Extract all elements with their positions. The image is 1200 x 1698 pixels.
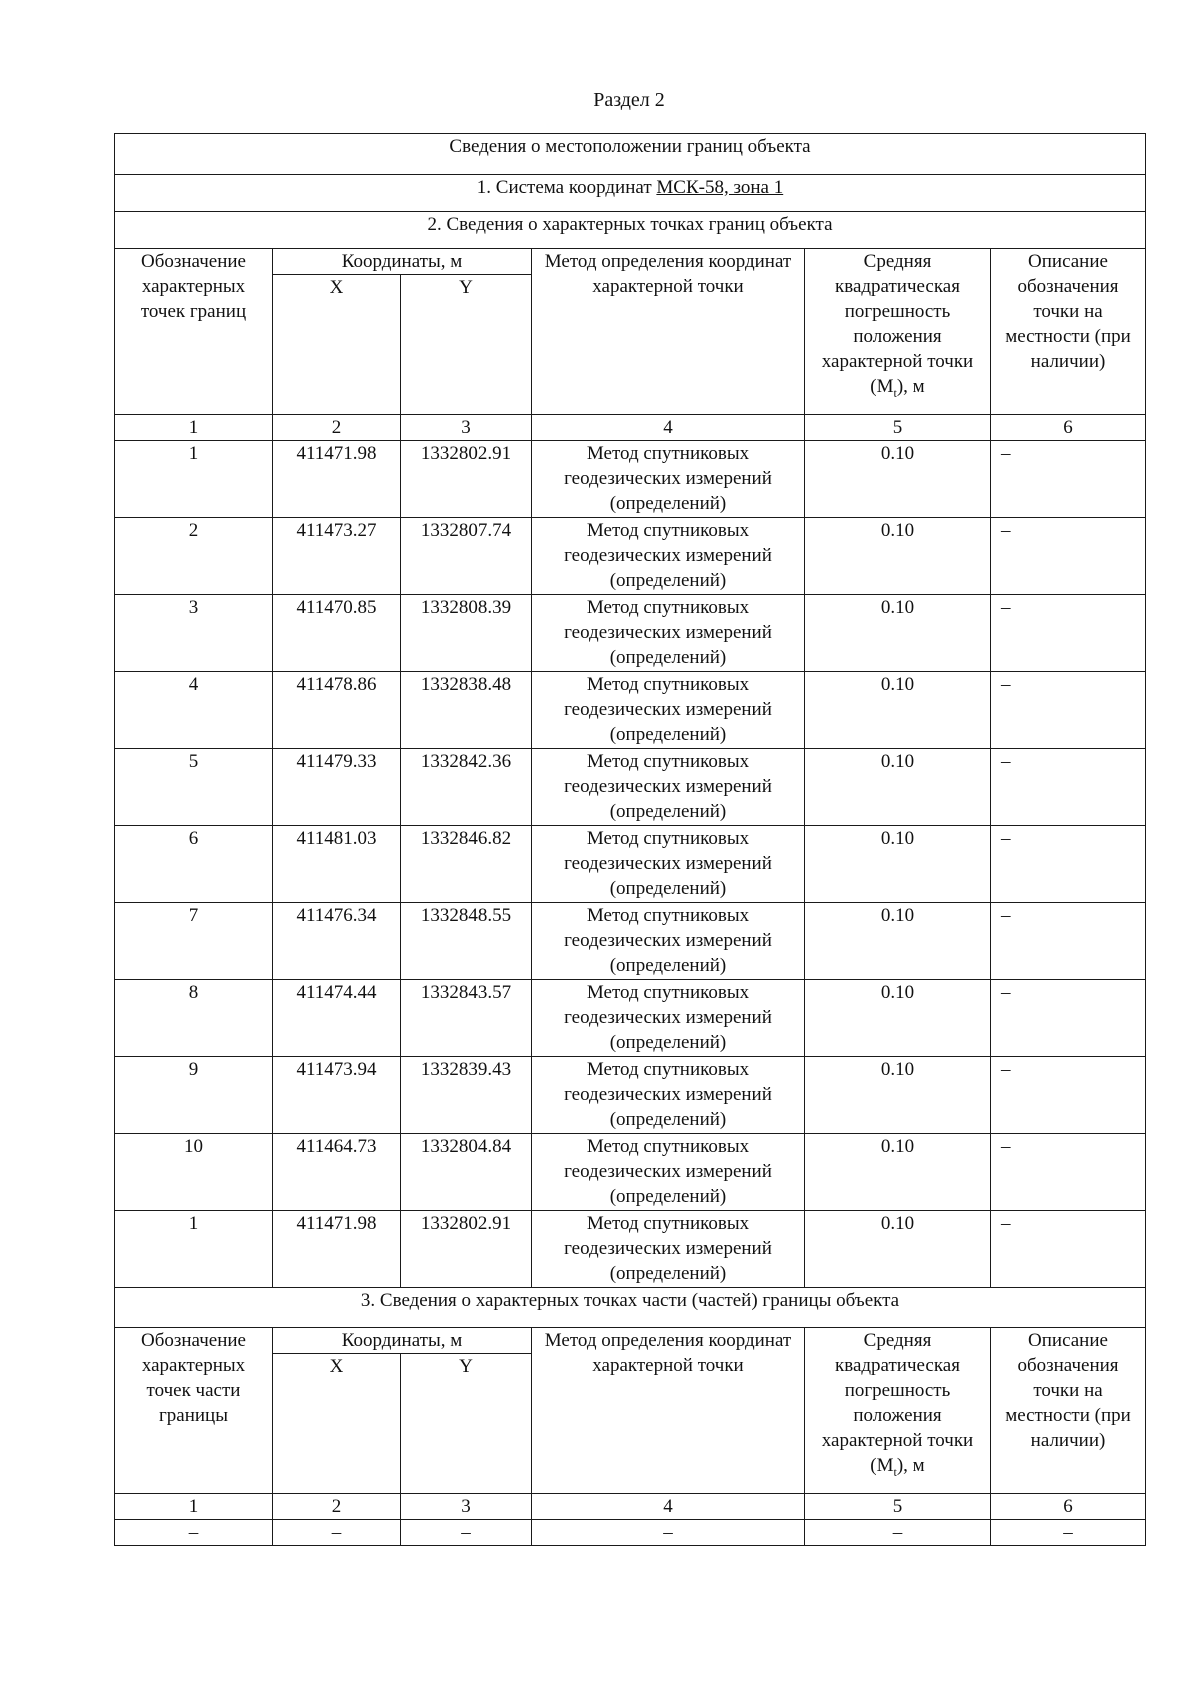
cell-x: 411479.33	[273, 749, 401, 826]
header-error-tail: ), м	[896, 1455, 925, 1476]
section2-title-row	[115, 212, 1146, 249]
cell-description: –	[991, 749, 1146, 826]
section3-title: 3. Сведения о характерных точках части (частей) границы объекта	[115, 1288, 1146, 1328]
cell-error: 0.10	[805, 518, 991, 595]
column-number: 6	[991, 1494, 1146, 1520]
section2-header-row-1	[115, 249, 1146, 275]
coord-system-cell	[115, 175, 1146, 212]
cell-point: 8	[115, 980, 273, 1057]
column-number: 5	[805, 415, 991, 441]
cell-point: 1	[115, 441, 273, 518]
header-y: Y	[401, 275, 532, 415]
cell-error: 0.10	[805, 903, 991, 980]
column-number: 6	[991, 415, 1146, 441]
table-title: Сведения о местоположении границ объекта	[115, 134, 1146, 175]
cell-error: –	[805, 1520, 991, 1546]
title-row	[115, 134, 1146, 175]
cell-point: 2	[115, 518, 273, 595]
cell-description: –	[991, 1057, 1146, 1134]
cell-x: 411473.94	[273, 1057, 401, 1134]
header-error	[805, 1328, 991, 1494]
cell-y: –	[401, 1520, 532, 1546]
cell-error: 0.10	[805, 980, 991, 1057]
table-row	[115, 595, 1146, 672]
cell-description: –	[991, 672, 1146, 749]
cell-method: Метод спутниковых геодезических измерений (определений)	[532, 1134, 805, 1211]
header-x: X	[273, 275, 401, 415]
cell-y: 1332846.82	[401, 826, 532, 903]
cell-method: Метод спутниковых геодезических измерений (определений)	[532, 518, 805, 595]
header-method: Метод определения координат характерной точки	[532, 249, 805, 415]
header-coordinates: Координаты, м	[273, 1328, 532, 1354]
cell-method: –	[532, 1520, 805, 1546]
cell-point: 3	[115, 595, 273, 672]
table-row	[115, 672, 1146, 749]
header-error-tail: ), м	[896, 376, 925, 397]
cell-description: –	[991, 518, 1146, 595]
cell-description: –	[991, 1520, 1146, 1546]
cell-x: 411474.44	[273, 980, 401, 1057]
column-number: 1	[115, 415, 273, 441]
column-number: 3	[401, 1494, 532, 1520]
cell-error: 0.10	[805, 749, 991, 826]
section3-column-numbers	[115, 1494, 1146, 1520]
table-row	[115, 749, 1146, 826]
table-row	[115, 1057, 1146, 1134]
header-error-text: Средняя квадратическая погрешность положения характерной точки (M	[821, 251, 974, 397]
coord-system-row	[115, 175, 1146, 212]
cell-method: Метод спутниковых геодезических измерений (определений)	[532, 595, 805, 672]
cell-y: 1332802.91	[401, 1211, 532, 1288]
cell-error: 0.10	[805, 441, 991, 518]
cell-point: –	[115, 1520, 273, 1546]
cell-description: –	[991, 826, 1146, 903]
cell-y: 1332843.57	[401, 980, 532, 1057]
cell-method: Метод спутниковых геодезических измерений (определений)	[532, 1211, 805, 1288]
column-number: 4	[532, 415, 805, 441]
cell-x: –	[273, 1520, 401, 1546]
cell-point: 9	[115, 1057, 273, 1134]
cell-point: 7	[115, 903, 273, 980]
column-number: 2	[273, 1494, 401, 1520]
cell-method: Метод спутниковых геодезических измерений (определений)	[532, 826, 805, 903]
cell-description: –	[991, 980, 1146, 1057]
section2-title: 2. Сведения о характерных точках границ объекта	[115, 212, 1146, 249]
column-number: 5	[805, 1494, 991, 1520]
cell-description: –	[991, 903, 1146, 980]
column-number: 3	[401, 415, 532, 441]
header-designation: Обозначение характерных точек части границы	[115, 1328, 273, 1494]
cell-method: Метод спутниковых геодезических измерений (определений)	[532, 1057, 805, 1134]
cell-description: –	[991, 441, 1146, 518]
cell-error: 0.10	[805, 1134, 991, 1211]
cell-method: Метод спутниковых геодезических измерений (определений)	[532, 441, 805, 518]
header-designation: Обозначение характерных точек границ	[115, 249, 273, 415]
cell-point: 1	[115, 1211, 273, 1288]
cell-error: 0.10	[805, 1211, 991, 1288]
header-coordinates: Координаты, м	[273, 249, 532, 275]
cell-point: 4	[115, 672, 273, 749]
cell-error: 0.10	[805, 826, 991, 903]
cell-method: Метод спутниковых геодезических измерений (определений)	[532, 749, 805, 826]
cell-point: 6	[115, 826, 273, 903]
boundary-table	[114, 133, 1146, 1546]
section3-header-row-1	[115, 1328, 1146, 1354]
cell-y: 1332804.84	[401, 1134, 532, 1211]
column-number: 4	[532, 1494, 805, 1520]
table-row	[115, 441, 1146, 518]
cell-point: 10	[115, 1134, 273, 1211]
cell-description: –	[991, 1134, 1146, 1211]
cell-y: 1332839.43	[401, 1057, 532, 1134]
table-row	[115, 903, 1146, 980]
cell-x: 411481.03	[273, 826, 401, 903]
table-body	[115, 134, 1146, 1546]
cell-x: 411476.34	[273, 903, 401, 980]
cell-y: 1332848.55	[401, 903, 532, 980]
cell-description: –	[991, 1211, 1146, 1288]
table-row	[115, 826, 1146, 903]
header-description: Описание обозначения точки на местности (при наличии)	[991, 249, 1146, 415]
cell-error: 0.10	[805, 1057, 991, 1134]
cell-y: 1332842.36	[401, 749, 532, 826]
header-method: Метод определения координат характерной точки	[532, 1328, 805, 1494]
table-row	[115, 1211, 1146, 1288]
column-number: 1	[115, 1494, 273, 1520]
cell-y: 1332807.74	[401, 518, 532, 595]
cell-x: 411471.98	[273, 1211, 401, 1288]
cell-error: 0.10	[805, 595, 991, 672]
cell-description: –	[991, 595, 1146, 672]
cell-point: 5	[115, 749, 273, 826]
cell-y: 1332838.48	[401, 672, 532, 749]
header-error-sub: t	[893, 385, 897, 400]
cell-error: 0.10	[805, 672, 991, 749]
table-row	[115, 1134, 1146, 1211]
cell-method: Метод спутниковых геодезических измерений (определений)	[532, 903, 805, 980]
section3-title-row	[115, 1288, 1146, 1328]
header-y: Y	[401, 1354, 532, 1494]
table-row	[115, 980, 1146, 1057]
cell-x: 411478.86	[273, 672, 401, 749]
cell-method: Метод спутниковых геодезических измерений (определений)	[532, 672, 805, 749]
table-row	[115, 518, 1146, 595]
header-error	[805, 249, 991, 415]
cell-x: 411470.85	[273, 595, 401, 672]
coord-system-label: 1. Система координат	[476, 177, 657, 198]
coord-system-value: МСК-58, зона 1	[656, 177, 784, 198]
cell-x: 411471.98	[273, 441, 401, 518]
cell-x: 411473.27	[273, 518, 401, 595]
cell-x: 411464.73	[273, 1134, 401, 1211]
cell-method: Метод спутниковых геодезических измерений (определений)	[532, 980, 805, 1057]
header-x: X	[273, 1354, 401, 1494]
cell-y: 1332802.91	[401, 441, 532, 518]
header-error-sub: t	[893, 1464, 897, 1479]
section2-column-numbers	[115, 415, 1146, 441]
header-description: Описание обозначения точки на местности (при наличии)	[991, 1328, 1146, 1494]
column-number: 2	[273, 415, 401, 441]
page-heading: Раздел 2	[593, 89, 665, 111]
header-error-text: Средняя квадратическая погрешность положения характерной точки (M	[821, 1330, 974, 1476]
table-row	[115, 1520, 1146, 1546]
cell-y: 1332808.39	[401, 595, 532, 672]
